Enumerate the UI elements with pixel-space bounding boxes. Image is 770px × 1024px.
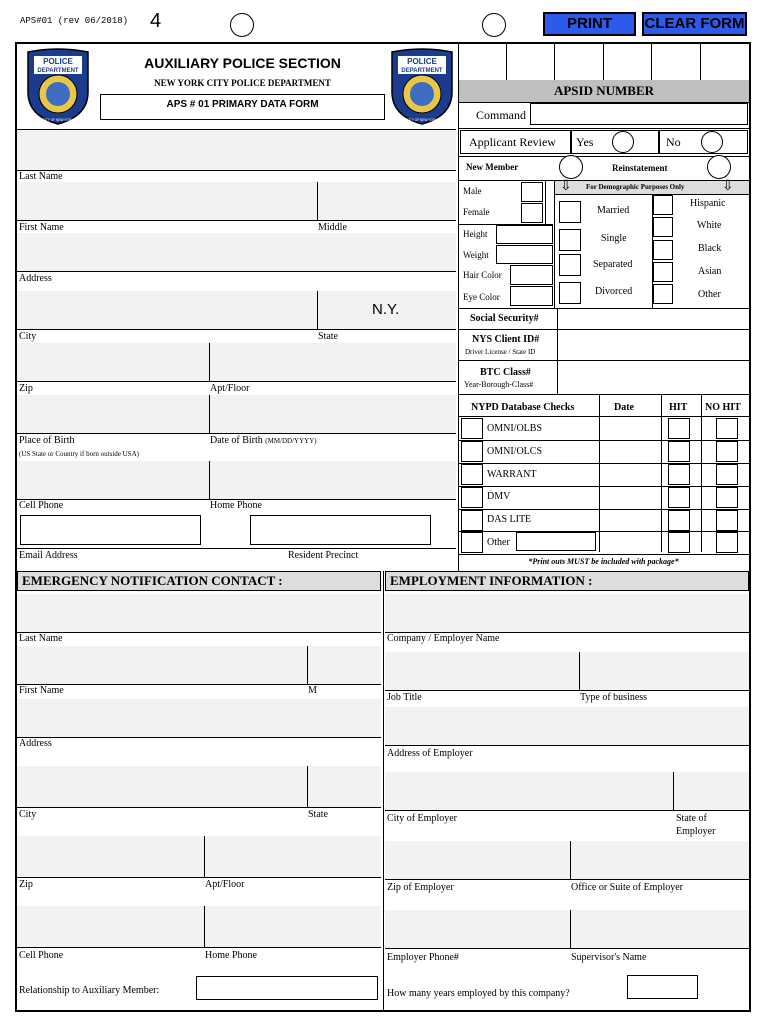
divorced-checkbox[interactable] — [559, 282, 581, 304]
relationship-field[interactable] — [196, 976, 378, 1000]
emg-city-field[interactable] — [17, 766, 307, 807]
zip-label: Zip — [19, 383, 33, 394]
emp-state-label-1: State of — [676, 813, 707, 824]
address-field[interactable] — [17, 233, 456, 271]
state-value: N.Y. — [372, 301, 400, 318]
reinstatement-radio[interactable] — [707, 155, 731, 179]
btc-label: BTC Class# — [480, 367, 531, 378]
address-label: Address — [19, 273, 52, 284]
business-label: Type of business — [580, 692, 648, 703]
warrant-checkbox[interactable] — [461, 464, 483, 485]
omni-olbs-hit-checkbox[interactable] — [668, 418, 690, 439]
apsid-header: APSID NUMBER — [459, 80, 749, 103]
arrow-down-left-icon: ⇩ — [560, 179, 572, 194]
new-member-label: New Member — [466, 162, 519, 172]
warrant-label: WARRANT — [487, 469, 537, 480]
top-radio-left[interactable] — [230, 13, 254, 37]
emg-city-label: City — [19, 809, 37, 820]
female-checkbox[interactable] — [521, 203, 543, 223]
das-lite-hit-checkbox[interactable] — [668, 510, 690, 531]
pob-label: Place of Birth — [19, 435, 75, 446]
emg-address-label: Address — [19, 738, 52, 749]
printout-note: *Print outs MUST be included with package* — [528, 557, 679, 566]
married-checkbox[interactable] — [559, 201, 581, 223]
form-name: APS # 01 PRIMARY DATA FORM — [100, 94, 385, 120]
omni-olbs-nohit-checkbox[interactable] — [716, 418, 738, 439]
middle-label: Middle — [318, 222, 347, 233]
asian-checkbox[interactable] — [653, 262, 673, 282]
emg-apt-field[interactable] — [205, 836, 381, 877]
single-checkbox[interactable] — [559, 229, 581, 251]
svg-text:CITY OF NEW YORK: CITY OF NEW YORK — [406, 118, 438, 122]
svg-text:DEPARTMENT: DEPARTMENT — [401, 68, 443, 74]
precinct-label: Resident Precinct — [288, 550, 359, 561]
other-nohit-checkbox[interactable] — [716, 532, 738, 553]
emg-last-name-field[interactable] — [17, 594, 381, 632]
black-label: Black — [698, 243, 722, 254]
svg-text:POLICE: POLICE — [407, 57, 437, 66]
omni-olcs-nohit-checkbox[interactable] — [716, 441, 738, 462]
white-label: White — [697, 220, 722, 231]
emg-m-label: M — [308, 685, 317, 696]
warrant-nohit-checkbox[interactable] — [716, 464, 738, 485]
other-check-field[interactable] — [516, 532, 596, 551]
review-yes-radio[interactable] — [612, 131, 634, 153]
das-lite-checkbox[interactable] — [461, 510, 483, 531]
email-label: Email Address — [19, 550, 78, 561]
company-label: Company / Employer Name — [387, 633, 500, 644]
city-label: City — [19, 331, 37, 342]
hispanic-checkbox[interactable] — [653, 195, 673, 215]
apt-field[interactable] — [210, 343, 456, 381]
arrow-down-right-icon: ⇩ — [722, 179, 734, 194]
last-name-label: Last Name — [19, 171, 63, 182]
separated-label: Separated — [593, 259, 633, 270]
emg-zip-field[interactable] — [17, 836, 204, 877]
middle-field[interactable] — [318, 182, 456, 220]
first-name-field[interactable] — [17, 182, 317, 220]
nypd-badge-right-icon — [388, 48, 456, 126]
company-field[interactable] — [385, 594, 749, 632]
emg-home-label: Home Phone — [205, 950, 257, 961]
weight-label: Weight — [463, 250, 489, 260]
emg-middle-field[interactable] — [308, 646, 381, 684]
eye-field[interactable] — [510, 286, 553, 306]
clear-form-button[interactable]: CLEAR FORM — [642, 12, 747, 36]
omni-olcs-hit-checkbox[interactable] — [668, 441, 690, 462]
omni-olcs-label: OMNI/OLCS — [487, 446, 543, 457]
review-no-radio[interactable] — [701, 131, 723, 153]
hispanic-label: Hispanic — [690, 198, 726, 209]
home-label: Home Phone — [210, 500, 262, 511]
emg-cell-field[interactable] — [17, 906, 204, 947]
emp-state-field[interactable] — [674, 772, 749, 810]
supervisor-label: Supervisor's Name — [571, 952, 647, 963]
separated-checkbox[interactable] — [559, 254, 581, 276]
other-hit-checkbox[interactable] — [668, 532, 690, 553]
male-label: Male — [463, 186, 482, 196]
office-field[interactable] — [571, 841, 749, 879]
female-label: Female — [463, 207, 490, 217]
btc-field[interactable] — [558, 361, 749, 394]
apt-label: Apt/Floor — [210, 383, 250, 394]
other-race-label: Other — [698, 289, 721, 300]
das-lite-nohit-checkbox[interactable] — [716, 510, 738, 531]
emp-city-field[interactable] — [385, 772, 673, 810]
emg-zip-label: Zip — [19, 879, 33, 890]
omni-olbs-label: OMNI/OLBS — [487, 423, 543, 434]
height-field[interactable] — [496, 225, 553, 244]
header-subtitle: NEW YORK CITY POLICE DEPARTMENT — [154, 78, 331, 88]
hair-field[interactable] — [510, 265, 553, 285]
business-field[interactable] — [580, 652, 749, 690]
hit-col-label: HIT — [669, 402, 688, 413]
yes-label: Yes — [571, 130, 659, 154]
first-name-label: First Name — [19, 222, 64, 233]
job-title-field[interactable] — [385, 652, 579, 690]
emp-state-label-2: Employer — [676, 826, 716, 837]
white-checkbox[interactable] — [653, 217, 673, 237]
top-radio-right[interactable] — [482, 13, 506, 37]
db-checks-label: NYPD Database Checks — [471, 402, 575, 413]
state-label: State — [318, 331, 338, 342]
btc-sub: Year-Borough-Class# — [464, 380, 534, 389]
married-label: Married — [597, 205, 630, 216]
no-label: No — [659, 130, 748, 154]
dob-field[interactable] — [210, 395, 456, 433]
divorced-label: Divorced — [595, 286, 633, 297]
emg-apt-label: Apt/Floor — [205, 879, 245, 890]
last-name-field[interactable] — [17, 130, 456, 170]
eye-label: Eye Color — [463, 292, 500, 302]
relationship-label: Relationship to Auxiliary Member: — [19, 985, 160, 996]
emp-address-label: Address of Employer — [387, 748, 473, 759]
emg-home-field[interactable] — [205, 906, 381, 947]
nypd-badge-left-icon — [24, 48, 92, 126]
dmv-hit-checkbox[interactable] — [668, 487, 690, 508]
hair-label: Hair Color — [463, 270, 502, 280]
weight-field[interactable] — [496, 245, 553, 264]
office-label: Office or Suite of Employer — [571, 882, 684, 893]
emp-phone-label: Employer Phone# — [387, 952, 459, 963]
emp-phone-field[interactable] — [385, 910, 570, 948]
emg-first-name-label: First Name — [19, 685, 64, 696]
single-label: Single — [601, 233, 627, 244]
zip-field[interactable] — [17, 343, 209, 381]
other-check-checkbox[interactable] — [461, 532, 483, 553]
cell-label: Cell Phone — [19, 500, 64, 511]
nys-field[interactable] — [558, 330, 749, 360]
no-hit-col-label: NO HIT — [705, 402, 741, 413]
ssn-field[interactable] — [558, 309, 749, 329]
precinct-field[interactable] — [250, 515, 431, 545]
emg-last-name-label: Last Name — [19, 633, 63, 644]
header-title: AUXILIARY POLICE SECTION — [144, 55, 341, 71]
email-field[interactable] — [20, 515, 201, 545]
emg-address-field[interactable] — [17, 699, 381, 737]
emp-zip-label: Zip of Employer — [387, 882, 454, 893]
svg-text:CITY OF NEW YORK: CITY OF NEW YORK — [42, 118, 74, 122]
pob-note: (US State or Country if born outside USA) — [19, 450, 139, 458]
emp-zip-field[interactable] — [385, 841, 570, 879]
emg-first-name-field[interactable] — [17, 646, 307, 684]
emergency-heading: EMERGENCY NOTIFICATION CONTACT : — [17, 571, 381, 591]
omni-olbs-checkbox[interactable] — [461, 418, 483, 439]
years-field[interactable] — [627, 975, 698, 999]
reinstatement-label: Reinstatement — [612, 163, 668, 173]
das-lite-label: DAS LITE — [487, 514, 532, 525]
ssn-label: Social Security# — [470, 313, 539, 324]
emg-cell-label: Cell Phone — [19, 950, 64, 961]
other-check-label: Other — [487, 537, 510, 548]
pob-field[interactable] — [17, 395, 209, 433]
command-label: Command — [476, 108, 526, 122]
city-field[interactable] — [17, 291, 317, 329]
warrant-hit-checkbox[interactable] — [668, 464, 690, 485]
demo-note: For Demographic Purposes Only — [586, 183, 685, 191]
date-col-label: Date — [614, 402, 634, 413]
male-checkbox[interactable] — [521, 182, 543, 202]
print-button[interactable]: PRINT — [543, 12, 636, 36]
form-code: APS#01 (rev 06/2018) — [20, 16, 129, 26]
dmv-label: DMV — [487, 491, 511, 502]
dmv-checkbox[interactable] — [461, 487, 483, 508]
nys-label: NYS Client ID# — [472, 334, 540, 345]
black-checkbox[interactable] — [653, 240, 673, 260]
years-label: How many years employed by this company? — [387, 988, 570, 999]
asian-label: Asian — [698, 266, 722, 277]
page-number: 4 — [150, 10, 162, 32]
new-member-radio[interactable] — [559, 155, 583, 179]
command-field[interactable] — [530, 103, 748, 125]
emg-state-label: State — [308, 809, 328, 820]
other-race-checkbox[interactable] — [653, 284, 673, 304]
employment-heading: EMPLOYMENT INFORMATION : — [385, 571, 749, 591]
svg-text:POLICE: POLICE — [43, 57, 73, 66]
emp-city-label: City of Employer — [387, 813, 457, 824]
emp-address-field[interactable] — [385, 707, 749, 745]
svg-text:DEPARTMENT: DEPARTMENT — [37, 68, 79, 74]
dmv-nohit-checkbox[interactable] — [716, 487, 738, 508]
applicant-review-label: Applicant Review — [460, 130, 571, 154]
supervisor-field[interactable] — [571, 910, 749, 948]
emg-state-field[interactable] — [308, 766, 381, 807]
nys-sub: Driver License / State ID — [465, 348, 536, 356]
job-title-label: Job Title — [387, 692, 422, 703]
dob-label: Date of Birth (MM/DD/YYYY) — [210, 435, 317, 446]
omni-olcs-checkbox[interactable] — [461, 441, 483, 462]
height-label: Height — [463, 229, 488, 239]
